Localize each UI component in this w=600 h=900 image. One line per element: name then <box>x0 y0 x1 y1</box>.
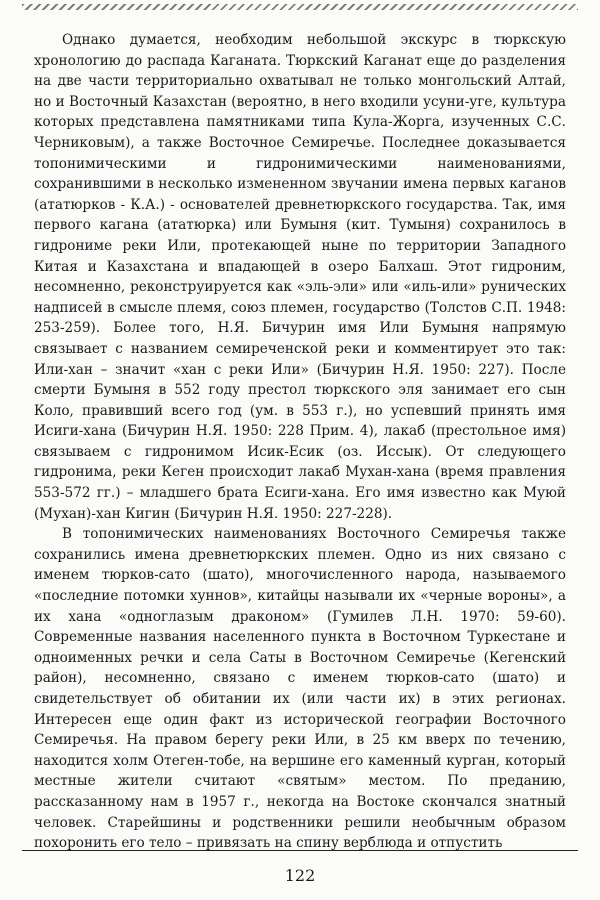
footer-rule <box>22 850 578 851</box>
paragraph-2: В топонимических наименованиях Восточного Семиречья также сохранились имена древнетюркских племен. Одно из них связано с именем тюрков-сато (шато), многочисленного народа, называемого «последние потомки хуннов», китайцы называли их «черные вороны», а их хана «одноглазым драконом» (Гумилев Л.Н. 1970: 59-60). Современные названия населенного пункта в Восточном Туркестане и одноименных речки и села Саты в Восточном Семиречье (Кегенский район), несомненно, связано с именем тюрков-сато (шато) и свидетельствует об обитании их (или части их) в этих регионах. Интересен еще один факт из исторической географии Восточного Семиречья. На правом берегу реки Или, в 25 км вверх по течению, находится холм Отеген-тобе, на вершине его каменный курган, который местные жители считают «святым» местом. По преданию, рассказанному нам в 1957 г., некогда на Востоке скончался знатный человек. Старейшины и родственники решили необычным образом похоронить его тело – привязать на спину верблюда и отпустить <box>34 526 566 852</box>
page-number: 122 <box>284 866 316 885</box>
paragraph-1: Однако думается, необходим небольшой экскурс в тюркскую хронологию до распада Каганата. Тюркский Каганат еще до разделения на две части территориально охватывал не только монгольский Алтай, но и Восточный Казахстан (вероятно, в него входили усуни-уге, культура которых представлена памятниками типа Кула-Жорга, изученных С.С. Черниковым), а также Восточное Семиречье. Последнее доказывается топонимическими и гидронимическими наименованиями, сохранившими в несколько измененном звучании имена первых каганов (ататюрков - К.А.) - основателей древнетюркского государства. Так, имя первого кагана (ататюрка) или Бумыня (кит. Тумыня) сохранилось в гидрониме реки Или, протекающей ныне по территории Западного Китая и Казахстана и впадающей в озеро Балхаш. Этот гидроним, несомненно, реконструируется как «эль-эли» или «иль-или» рунических надписей в смысле племя, союз племен, государство (Толстов С.П. 1948: 253-259). Более того, Н.Я. Бичурин имя Или Бумыня напрямую связывает с названием семиреченской реки и комментирует это так: Или-хан – значит «хан с реки Или» (Бичурин Н.Я. 1950: 227). После смерти Бумыня в 552 году престол тюркского эля занимает его сын Коло, правивший всего год (ум. в 553 г.), но успевший принять имя Исиги-хана (Бичурин Н.Я. 1950: 228 Прим. 4), лакаб (престольное имя) связываем с гидронимом Исик-Есик (оз. Иссык). От следующего гидронима, реки Кеген происходит лакаб Мухан-хана (время правления 553-572 гг.) – младшего брата Есиги-хана. Его имя известно как Муюй (Мухан)-хан Кигин (Бичурин Н.Я. 1950: 227-228). <box>34 32 566 522</box>
top-ornament <box>22 4 578 10</box>
page-body <box>34 30 566 854</box>
